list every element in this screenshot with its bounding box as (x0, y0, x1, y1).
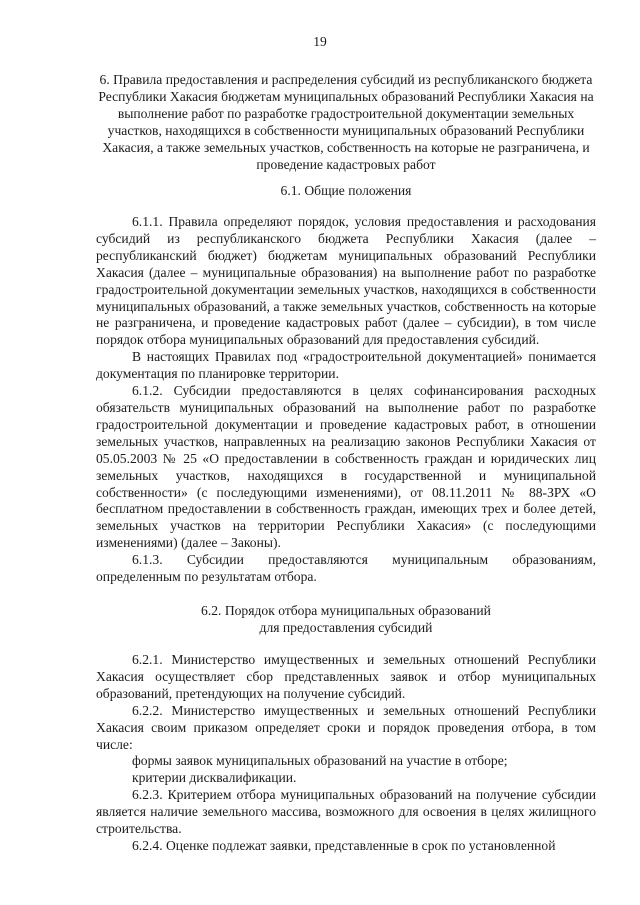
paragraph-6-2-2: 6.2.2. Министерство имущественных и земельных отношений Республики Хакасия своим приказом определяет сроки и порядок проведения отбора, в том числе: (96, 702, 596, 752)
page-number: 19 (313, 34, 327, 49)
list-item-application-forms: формы заявок муниципальных образований на участие в отборе; (132, 753, 508, 769)
section-title-6-2-line1: 6.2. Порядок отбора муниципальных образований (201, 603, 491, 618)
paragraph-6-1-3: 6.1.3. Субсидии предоставляются муниципальным образованиям, определенным по результатам отбора. (96, 552, 596, 585)
list-item-disqualification: критерии дисквалификации. (132, 770, 297, 786)
section-title-6-2 (96, 603, 596, 637)
section-title-6-1: 6.1. Общие положения (280, 183, 412, 198)
paragraph-6-2-1: 6.2.1. Министерство имущественных и земельных отношений Республики Хакасия осуществляет сбор представленных заявок и отбор муниципальных образований, претендующих на получение субсидий. (96, 652, 596, 701)
chapter-heading: 6. Правила предоставления и распределения субсидий из республиканского бюджета Республики Хакасия бюджетам муниципальных образований Республики Хакасия на выполнение работ по разработке градостроительной документации земельных участков, находящихся в собственности муниципальных образований Республики Хакасия, а также земельных участков, собственность на которые не разграничена, и проведение кадастровых работ (98, 72, 594, 172)
paragraph-6-1-1: 6.1.1. Правила определяют порядок, условия предоставления и расходования субсидий из республиканского бюджета Республики Хакасия (далее – республиканский бюджет) бюджетам муниципальных образований Республики Хакасия (далее – муниципальные образования) на выполнение работ по разработке градостроительной документации земельных участков, находящихся в собственности муниципальных образований, а также земельных участков, собственность на которые не разграничена, и проведение кадастровых работ (далее – субсидии), в том числе порядок отбора муниципальных образований для предоставления субсидий. (96, 214, 596, 348)
section-6-2-body (96, 652, 596, 855)
paragraph-definition: В настоящих Правилах под «градостроительной документацией» понимается документация по планировке территории. (96, 349, 596, 382)
section-title-6-2-line2: для предоставления субсидий (259, 619, 433, 635)
paragraph-6-2-4: 6.2.4. Оценке подлежат заявки, представленные в срок по установленной (132, 837, 556, 853)
paragraph-6-2-3: 6.2.3. Критерием отбора муниципальных образований на получение субсидии является наличие земельного массива, возможного для освоения в целях жилищного строительства. (96, 787, 596, 837)
section-6-1-body (96, 214, 596, 586)
paragraph-6-1-2: 6.1.2. Субсидии предоставляются в целях софинансирования расходных обязательств муниципальных образований на выполнение работ по разработке градостроительной документации и проведение кадастровых работ, в отношении земельных участков, направленных на реализацию законов Республики Хакасия от 05.05.2003 № 25 «О предоставлении в собственность граждан и юридических лиц земельных участков, находящихся в государственной и муниципальной собственности» (с последующими изменениями), от 08.11.2011 № 88-ЗРХ «О бесплатном предоставлении в собственность граждан, имеющих трех и более детей, земельных участков на территории Республики Хакасия» (с последующими изменениями) (далее – Законы). (96, 383, 596, 551)
